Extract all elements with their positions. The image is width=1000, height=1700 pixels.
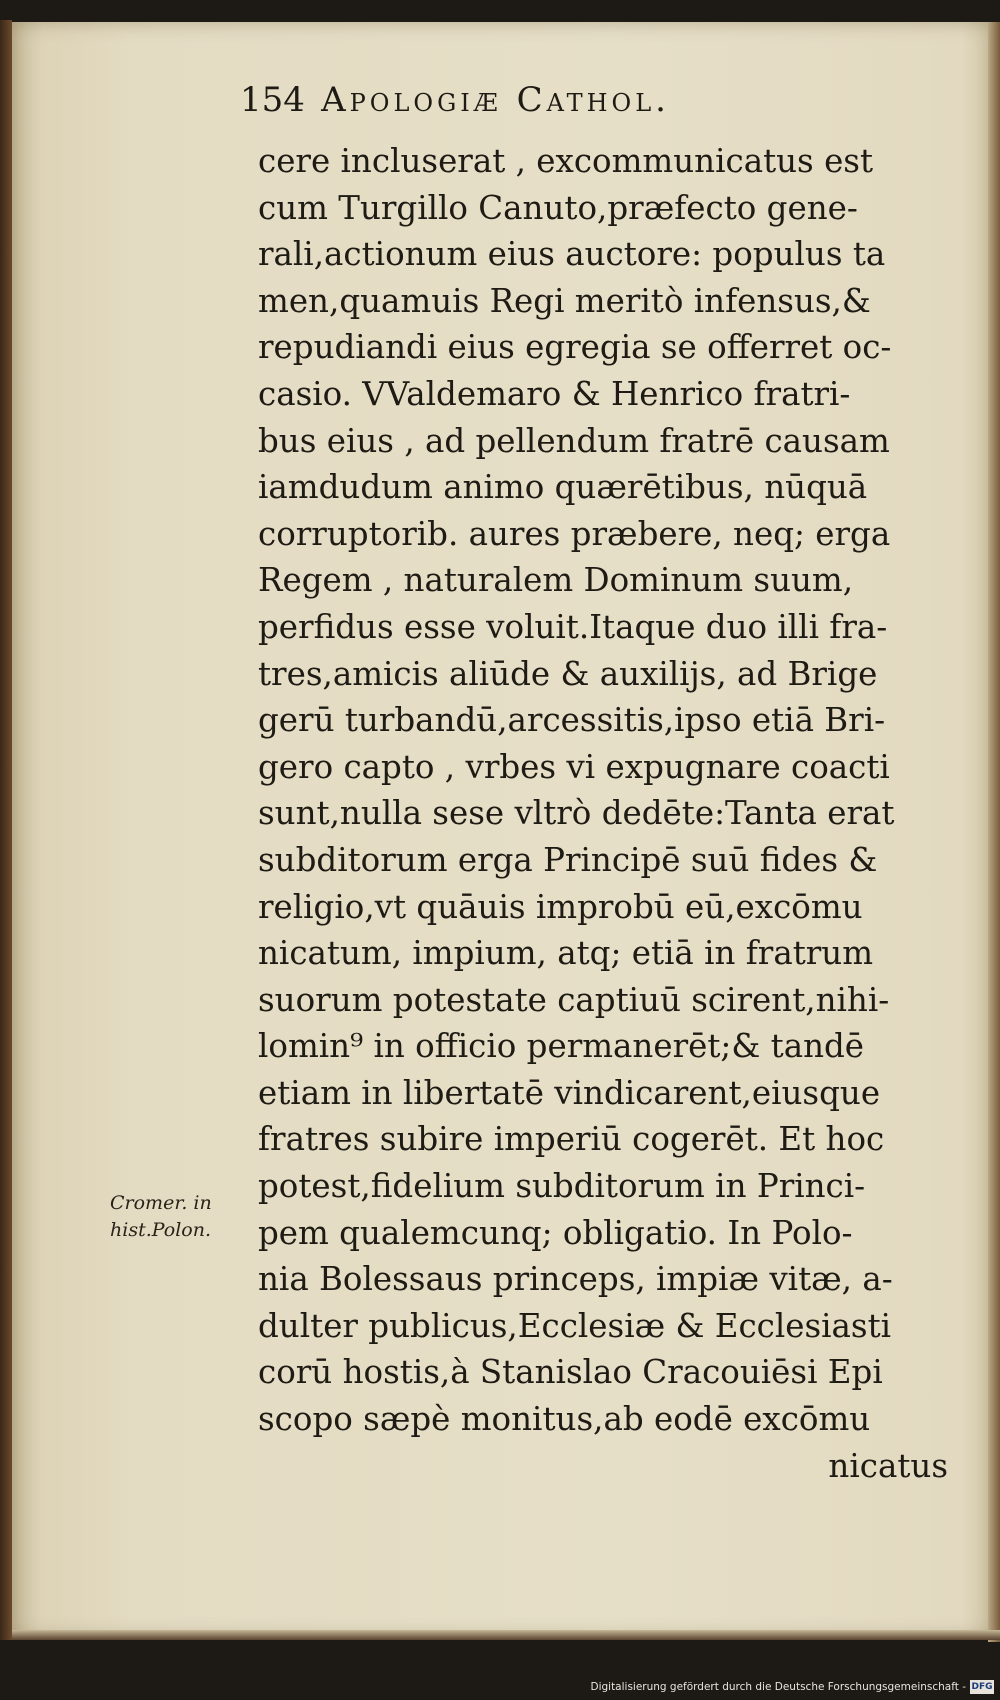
text-line: lomin⁹ in officio permanerēt;& tandē — [258, 1027, 865, 1066]
page-number: 154 — [240, 80, 305, 120]
text-line: casio. VValdemaro & Henrico fratri- — [258, 374, 851, 413]
text-line: bus eius , ad pellendum fratrē causam — [258, 421, 890, 460]
running-header — [240, 80, 670, 140]
text-line: etiam in libertatē vindicarent,eiusque — [258, 1073, 881, 1112]
text-line: scopo sæpè monitus,ab eodē excōmu — [258, 1400, 871, 1439]
text-line: suorum potestate captiuū scirent,nihi- — [258, 980, 890, 1019]
page-bottom-edge — [12, 1630, 1000, 1640]
text-line: corū hostis,à Stanislao Cracouiēsi Epi — [258, 1353, 883, 1392]
digitization-credit: Digitalisierung gefördert durch die Deutsche Forschungsgemeinschaft - — [590, 1681, 966, 1693]
text-line: gero capto , vrbes vi expugnare coacti — [258, 747, 890, 786]
main-text-block — [258, 138, 948, 1489]
text-line: Regem , naturalem Dominum suum, — [258, 561, 854, 600]
text-line: nia Bolessaus princeps, impiæ vitæ, a- — [258, 1260, 893, 1299]
text-line: dulter publicus,Ecclesiæ & Ecclesiasti — [258, 1306, 892, 1345]
text-line: iamdudum animo quærētibus, nūquā — [258, 468, 868, 507]
marginal-note-line: hist.Polon. — [110, 1219, 211, 1241]
text-line: corruptorib. aures præbere, neq; erga — [258, 514, 891, 553]
text-line: tres,amicis aliūde & auxilijs, ad Brige — [258, 654, 878, 693]
text-line: sunt,nulla sese vltrò dedēte:Tanta erat — [258, 794, 895, 833]
catchword: nicatus — [828, 1446, 948, 1485]
text-line: rali,actionum eius auctore: populus ta — [258, 235, 886, 274]
text-line: repudiandi eius egregia se offerret oc- — [258, 328, 892, 367]
text-line: men,quamuis Regi meritò infensus,& — [258, 281, 871, 320]
page-edge — [988, 22, 1000, 1642]
text-line: potest,fidelium subditorum in Princi- — [258, 1167, 866, 1206]
text-line: gerū turbandū,arcessitis,ipso etiā Bri- — [258, 701, 886, 740]
text-line: cere incluserat , excommunicatus est — [258, 142, 874, 180]
binding-edge — [0, 20, 12, 1640]
text-line: nicatum, impium, atq; etiā in fratrum — [258, 934, 874, 973]
text-line: perfidus esse voluit.Itaque duo illi fra- — [258, 607, 888, 646]
text-line: fratres subire imperiū cogerēt. Et hoc — [258, 1120, 885, 1159]
text-line: religio,vt quāuis improbū eū,excōmu — [258, 887, 863, 926]
text-line: subditorum erga Principē suū fides & — [258, 840, 878, 879]
dfg-logo: DFG — [971, 1682, 993, 1692]
text-line: cum Turgillo Canuto,præfecto gene- — [258, 188, 858, 227]
marginal-note-line: Cromer. in — [110, 1192, 212, 1214]
running-title: Apologiæ Cathol. — [321, 80, 670, 120]
marginal-note — [110, 1190, 250, 1244]
text-line: pem qualemcunq; obligatio. In Polo- — [258, 1213, 853, 1252]
